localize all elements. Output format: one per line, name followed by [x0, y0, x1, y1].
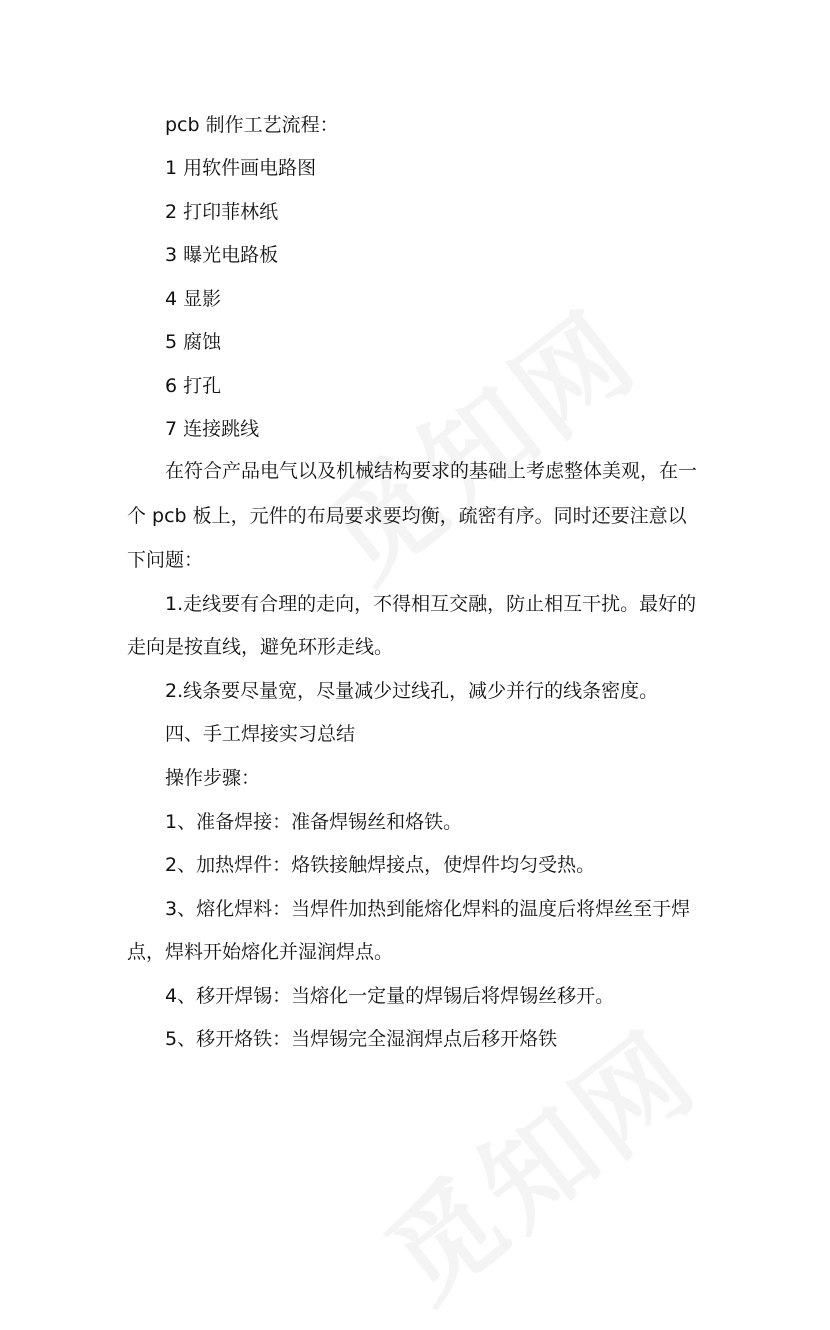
operation-step-2: 2、加热焊件：烙铁接触焊接点，使焊件均匀受热。: [165, 854, 596, 876]
point-1-line-1: 1.走线要有合理的走向，不得相互交融，防止相互干扰。最好的: [165, 593, 697, 615]
process-step-1: 1 用软件画电路图: [165, 157, 317, 179]
operation-step-3-line-1: 3、熔化焊料：当焊件加热到能熔化焊料的温度后将焊丝至于焊: [165, 898, 691, 920]
point-1-line-2: 走向是按直线，避免环形走线。: [127, 636, 394, 658]
section-heading-4: 四、手工焊接实习总结: [165, 723, 356, 745]
paragraph-layout-line-2: 个 pcb 板上，元件的布局要求要均衡，疏密有序。同时还要注意以: [127, 505, 687, 527]
process-step-6: 6 打孔: [165, 375, 222, 397]
operation-step-4: 4、移开焊锡：当熔化一定量的焊锡后将焊锡丝移开。: [165, 985, 615, 1007]
paragraph-layout-line-3: 下问题：: [127, 549, 204, 571]
paragraph-layout-line-1: 在符合产品电气以及机械结构要求的基础上考虑整体美观，在一: [165, 460, 698, 482]
process-step-2: 2 打印菲林纸: [165, 201, 279, 223]
process-step-7: 7 连接跳线: [165, 418, 260, 440]
operation-step-1: 1、准备焊接：准备焊锡丝和烙铁。: [165, 811, 463, 833]
process-step-5: 5 腐蚀: [165, 331, 222, 353]
operation-step-3-line-2: 点，焊料开始熔化并湿润焊点。: [127, 941, 394, 963]
process-step-3: 3 曝光电路板: [165, 244, 279, 266]
point-2: 2.线条要尽量宽，尽量减少过线孔，减少并行的线条密度。: [165, 680, 659, 702]
heading-pcb-process: pcb 制作工艺流程：: [165, 114, 339, 136]
watermark-text: [289, 268, 665, 610]
operation-steps-title: 操作步骤：: [165, 767, 261, 789]
process-step-4: 4 显影: [165, 288, 222, 310]
operation-step-5: 5、移开烙铁：当焊锡完全湿润焊点后移开烙铁: [165, 1028, 558, 1050]
